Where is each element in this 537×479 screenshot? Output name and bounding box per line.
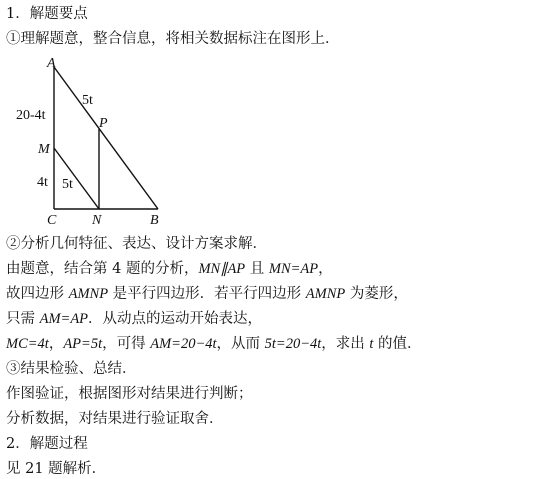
- paragraph-4: [6, 334, 422, 354]
- p2-e: 为菱形，: [345, 286, 408, 302]
- p4-d: ，可得: [102, 336, 151, 352]
- p3-b: AM=AP: [39, 311, 89, 327]
- segment-MN: [54, 148, 99, 209]
- step3-text: ③结果检验、总结．: [6, 361, 137, 377]
- point-B-label: B: [150, 213, 159, 228]
- section2-title: 2．解题过程: [6, 436, 88, 452]
- paragraph-7: 见 21 题解析．: [6, 461, 107, 477]
- p4-b: ，: [48, 336, 64, 352]
- p1-a: 由题意，结合第 4 题的分析，: [6, 261, 199, 277]
- label-ap-length: 5t: [82, 93, 93, 108]
- p3-a: 只需: [6, 311, 40, 327]
- label-mc-length: 4t: [37, 175, 48, 190]
- p2-d: AMNP: [305, 286, 346, 302]
- p3-c: ．从动点的运动开始表达，: [88, 311, 263, 327]
- p4-f: ，从而: [216, 336, 265, 352]
- p1-c: 且: [245, 261, 269, 277]
- section1-title: 1．解题要点: [6, 6, 88, 22]
- p4-i: t: [369, 336, 374, 352]
- point-A-label: A: [47, 56, 56, 71]
- paragraph-3: [6, 309, 262, 329]
- p4-e: AM=20−4t: [150, 336, 217, 352]
- paragraph-2: [6, 284, 408, 304]
- paragraph-6: 分析数据，对结果进行验证取舍．: [6, 411, 224, 427]
- point-P-label: P: [99, 116, 108, 131]
- p4-g: 5t=20−4t: [264, 336, 322, 352]
- p1-e: ，: [318, 261, 333, 277]
- p4-h: ，求出: [321, 336, 370, 352]
- point-C-label: C: [47, 213, 57, 228]
- p4-a: MC=4t: [6, 336, 49, 352]
- p4-c: AP=5t: [63, 336, 103, 352]
- step1-text: ①理解题意，整合信息，将相关数据标注在图形上．: [6, 31, 340, 47]
- label-am-length: 20-4t: [16, 108, 46, 123]
- label-mn-length: 5t: [62, 177, 73, 192]
- paragraph-5: 作图验证，根据图形对结果进行判断；: [6, 386, 253, 402]
- p2-c: 是平行四边形．若平行四边形: [108, 286, 306, 302]
- point-M-label: M: [38, 142, 50, 157]
- p4-j: 的值．: [373, 336, 422, 352]
- p1-d: MN=AP: [268, 261, 319, 277]
- paragraph-1: [6, 259, 333, 279]
- p1-b: MN∥AP: [198, 261, 246, 277]
- p2-b: AMNP: [68, 286, 109, 302]
- step2-text: ②分析几何特征、表达、设计方案求解．: [6, 236, 267, 252]
- p2-a: 故四边形: [6, 286, 69, 302]
- point-N-label: N: [92, 213, 102, 228]
